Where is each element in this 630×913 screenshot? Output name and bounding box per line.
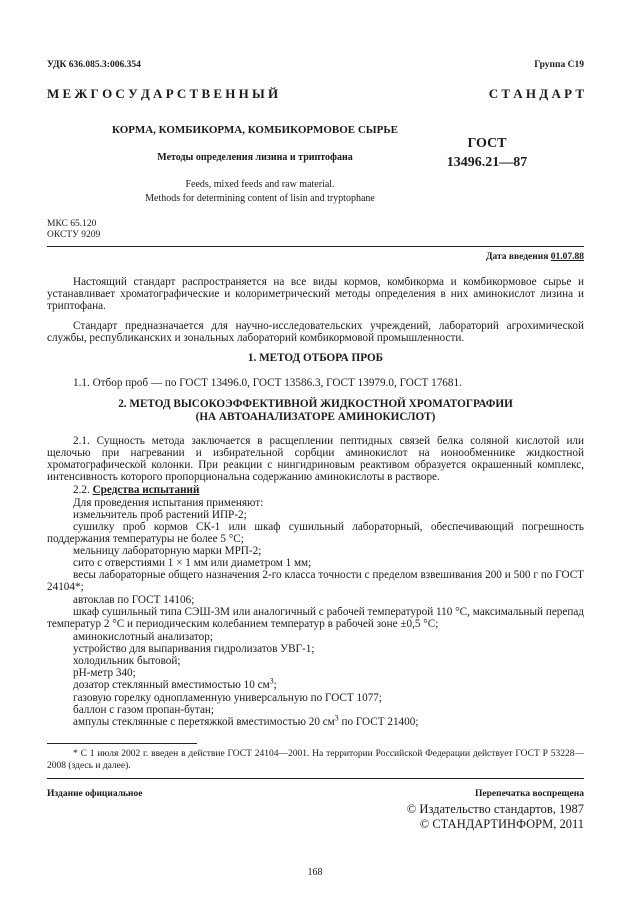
list-item: устройство для выпаривания гидролизатов УВГ-1; [73, 643, 315, 655]
copyright-line-2: © СТАНДАРТИНФОРМ, 2011 [419, 817, 584, 831]
list-item: мельницу лабораторную марки МРП-2; [73, 545, 262, 557]
introduction-date-value: 01.07.88 [550, 252, 584, 262]
footnote-divider [47, 743, 197, 744]
list-item: автоклав по ГОСТ 14106; [73, 594, 195, 606]
list-item: газовую горелку однопламенную универсальную по ГОСТ 1077; [73, 692, 382, 704]
section-2-heading-line1: 2. МЕТОД ВЫСОКОЭФФЕКТИВНОЙ ЖИДКОСТНОЙ ХРОМАТОГРАФИИ [118, 398, 513, 410]
section-2-2-lead: Для проведения испытания применяют: [73, 497, 264, 509]
introduction-date [486, 252, 584, 262]
list-item-text: ампулы стеклянные с перетяжкой вместимостью 20 см [73, 716, 335, 728]
page-number: 168 [307, 867, 323, 878]
intro-paragraph-2: Стандарт предназначается для научно-исследовательских учреждений, лабораторий агрохимической службы, республиканских и зональных лабораторий комбикормовой промышленности. [47, 320, 584, 344]
header-divider [47, 246, 584, 247]
edition-label: Издание официальное [47, 789, 143, 799]
list-item-text: по ГОСТ 21400; [338, 716, 419, 728]
intro-paragraph-1: Настоящий стандарт распространяется на все виды кормов, комбикорма и комбикормовое сырье и устанавливает хроматографические и колориметрический методы определения в них аминокислот лизина и триптофана. [47, 276, 584, 312]
introduction-date-label: Дата введения [485, 252, 549, 262]
section-2-2-heading [73, 484, 199, 496]
list-item: баллон с газом пропан-бутан; [73, 704, 215, 716]
copyright-line-1: © Издательство стандартов, 1987 [406, 802, 584, 816]
section-1-heading: 1. МЕТОД ОТБОРА ПРОБ [247, 352, 384, 364]
standard-banner [47, 86, 584, 102]
list-item [73, 713, 419, 728]
list-item: рН-метр 340; [73, 667, 136, 679]
list-item: сито с отверстиями 1 × 1 мм или диаметром 1 мм; [73, 557, 312, 569]
list-item-text: ; [273, 679, 277, 691]
udk-code: УДК 636.085.3:006.354 [47, 60, 141, 70]
section-2-2-number: 2.2. [73, 484, 90, 496]
list-item: измельчитель проб растений ИПР-2; [73, 509, 247, 521]
superscript: 3 [269, 676, 274, 686]
document-subtitle: Методы определения лизина и триптофана [157, 152, 353, 163]
section-2-2-title: Средства испытаний [92, 484, 200, 496]
mks-code: МКС 65.120 [47, 219, 97, 229]
section-1-paragraph: 1.1. Отбор проб — по ГОСТ 13496.0, ГОСТ 13586.3, ГОСТ 13979.0, ГОСТ 17681. [73, 377, 462, 389]
section-2-heading-line2: (НА АВТОАНАЛИЗАТОРЕ АМИНОКИСЛОТ) [195, 411, 436, 423]
footnote: * С 1 июля 2002 г. введен в действие ГОСТ 24104—2001. На территории Российской Федерации действует ГОСТ Р 53228—2008 (здесь и далее). [47, 749, 584, 771]
list-item: холодильник бытовой; [73, 655, 181, 667]
gost-number: 13496.21—87 [446, 155, 528, 170]
english-title-line2: Methods for determining content of lisin and tryptophane [145, 193, 375, 204]
list-item: шкаф сушильный типа СЭШ-3М или аналогичный с рабочей температурой 110 °С, максимальный перепад температур 2 °С и периодическим колебанием температур в рабочей зоне ±0,5 °С; [47, 606, 584, 630]
english-title-line1: Feeds, mixed feeds and raw material. [185, 179, 335, 190]
reprint-notice: Перепечатка воспрещена [474, 789, 584, 799]
banner-word-interstate: М Е Ж Г О С У Д А Р С Т В Е Н Н Ы Й [47, 86, 279, 101]
okstu-code: ОКСТУ 9209 [47, 230, 101, 240]
list-item [73, 676, 277, 691]
banner-word-standard: С Т А Н Д А Р Т [488, 86, 584, 101]
list-item-text: дозатор стеклянный вместимостью 10 см [73, 679, 270, 691]
section-2-1-paragraph: 2.1. Сущность метода заключается в расщеплении пептидных связей белка соляной кислотой или щелочью при нагревании и избирательной сорбции аминокислот на ионообменнике жидкостной хроматографической колонки. При реакции с нингидриновым реактивом образуется окрашенный комплекс, интенсивность которого пропорциональна содержанию аминокислоты в растворе. [47, 435, 584, 483]
gost-label: ГОСТ [467, 136, 507, 151]
footer-divider [47, 778, 584, 779]
document-title: КОРМА, КОМБИКОРМА, КОМБИКОРМОВОЕ СЫРЬЕ [112, 124, 398, 136]
list-item: весы лабораторные общего назначения 2-го класса точности с пределом взвешивания 200 и 500 г по ГОСТ 24104*; [47, 569, 584, 593]
list-item: аминокислотный анализатор; [73, 631, 213, 643]
superscript: 3 [334, 713, 339, 723]
list-item: сушилку проб кормов СК-1 или шкаф сушильный лабораторный, обеспечивающий погрешность поддержания температуры не более 5 °С; [47, 521, 584, 545]
group-code: Группа С19 [534, 60, 584, 70]
